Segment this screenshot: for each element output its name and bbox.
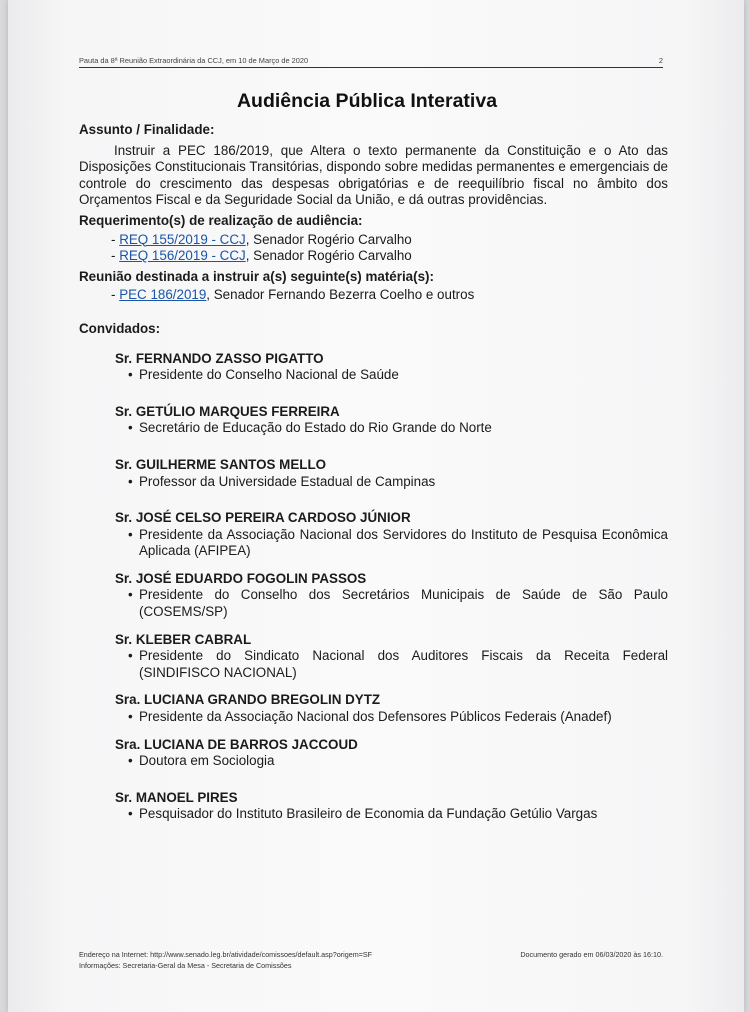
req-155-link[interactable]: REQ 155/2019 - CCJ: [119, 231, 246, 247]
bullet-icon: •: [128, 753, 133, 769]
bullet-icon: •: [128, 587, 133, 603]
guest-entry: [115, 632, 668, 682]
requerimento-item: - REQ 156/2019 - CCJ, Senador Rogério Carvalho: [111, 248, 412, 264]
guest-name: Sr. GUILHERME SANTOS MELLO: [115, 456, 327, 472]
bullet-icon: •: [128, 420, 133, 436]
page-number: 2: [658, 56, 663, 65]
guest-name: Sr. GETÚLIO MARQUES FERREIRA: [115, 403, 340, 419]
guest-role: • Presidente do Conselho dos Secretários Municipais de Saúde de São Paulo (COSEMS/SP): [128, 587, 668, 620]
guest-entry: [115, 790, 668, 823]
bullet-icon: •: [128, 473, 133, 489]
document-body: [79, 122, 668, 823]
guest-role: • Secretário de Educação do Estado do Rio Grande do Norte: [128, 420, 492, 436]
guest-role: • Presidente do Conselho Nacional de Saúde: [128, 367, 399, 383]
page-header: [79, 56, 663, 68]
requerimentos-label: Requerimento(s) de realização de audiência:: [79, 212, 363, 228]
assunto-text: Instruir a PEC 186/2019, que Altera o texto permanente da Constituição e o Ato das Disposições Constitucionais Transitórias, dispondo sobre medidas permanentes e emergenciais de controle do crescimento das despesas obrigatórias e de reequilíbrio fiscal no âmbito dos Orçamentos Fiscal e da Seguridade Social da União, e dá outras providências.: [79, 142, 668, 208]
bullet-icon: •: [128, 648, 133, 664]
guest-entry: [115, 571, 668, 621]
document-title: Audiência Pública Interativa: [236, 90, 498, 112]
footer-url: Endereço na Internet: http://www.senado.leg.br/atividade/comissoes/default.asp?origem=SF: [79, 950, 373, 959]
guest-name: Sra. LUCIANA DE BARROS JACCOUD: [115, 736, 358, 752]
assunto-label: Assunto / Finalidade:: [79, 122, 215, 137]
guest-name: Sr. MANOEL PIRES: [115, 789, 238, 805]
guest-name: Sra. LUCIANA GRANDO BREGOLIN DYTZ: [115, 692, 381, 708]
guest-role: • Presidente da Associação Nacional dos Servidores do Instituto de Pesquisa Econômica Aplicada (AFIPEA): [128, 526, 668, 559]
guest-entry: [115, 457, 668, 490]
requerimento-item: - REQ 155/2019 - CCJ, Senador Rogério Carvalho: [111, 231, 412, 247]
guest-role: • Presidente do Sindicato Nacional dos Auditores Fiscais da Receita Federal (SINDIFISCO NACIONAL): [128, 648, 668, 680]
req-156-link[interactable]: REQ 156/2019 - CCJ: [119, 248, 246, 264]
materia-item: - PEC 186/2019, Senador Fernando Bezerra Coelho e outros: [111, 287, 475, 303]
guest-entry: [115, 692, 668, 725]
bullet-icon: •: [128, 806, 133, 822]
header-title: Pauta da 8ª Reunião Extraordinária da CCJ, em 10 de Março de 2020: [79, 56, 309, 65]
guest-name: Sr. JOSÉ EDUARDO FOGOLIN PASSOS: [115, 570, 367, 586]
guest-entry: [115, 404, 668, 437]
bullet-icon: •: [128, 709, 133, 725]
bullet-icon: •: [128, 367, 133, 383]
pec-186-link[interactable]: PEC 186/2019: [119, 287, 207, 303]
guest-role: • Professor da Universidade Estadual de Campinas: [128, 473, 436, 489]
guest-role: • Presidente da Associação Nacional dos Defensores Públicos Federais (Anadef): [128, 709, 612, 725]
guest-entry: [115, 510, 668, 560]
page-footer: [79, 950, 663, 971]
guest-entry: [115, 351, 668, 384]
guest-name: Sr. KLEBER CABRAL: [115, 631, 252, 647]
bullet-icon: •: [128, 526, 133, 542]
footer-info: Informações: Secretaria-Geral da Mesa - Secretaria de Comissões: [79, 960, 292, 970]
guest-role: • Doutora em Sociologia: [128, 753, 275, 769]
footer-generated: Documento gerado em 06/03/2020 às 16:10.: [520, 950, 663, 959]
guest-entry: [115, 737, 668, 770]
guest-name: Sr. FERNANDO ZASSO PIGATTO: [115, 350, 324, 366]
guest-name: Sr. JOSÉ CELSO PEREIRA CARDOSO JÚNIOR: [115, 510, 411, 526]
materias-label: Reunião destinada a instruir a(s) seguinte(s) matéria(s):: [79, 268, 434, 284]
guest-role: • Pesquisador do Instituto Brasileiro de Economia da Fundação Getúlio Vargas: [128, 806, 598, 822]
convidados-label: Convidados:: [79, 320, 161, 336]
